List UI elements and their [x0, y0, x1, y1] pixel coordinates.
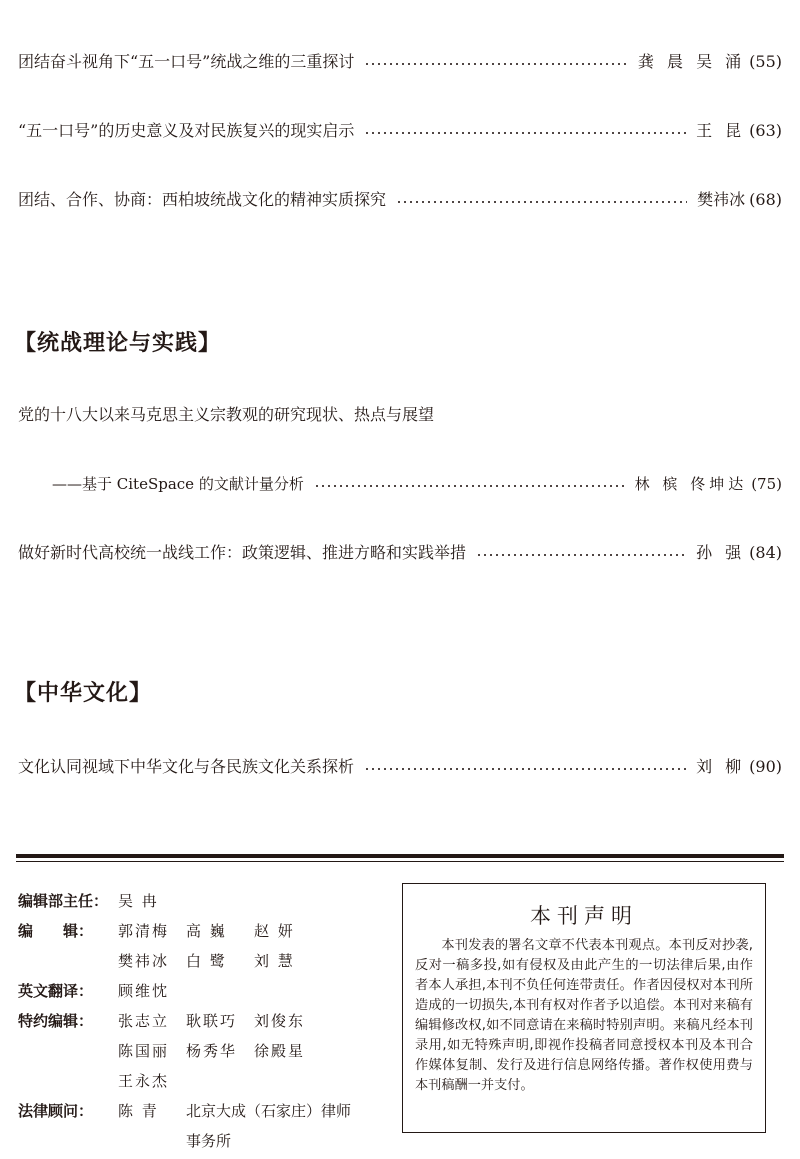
toc-author: 樊祎冰	[697, 190, 746, 209]
toc-page-number: (84)	[749, 543, 782, 562]
section-heading: 【统战理论与实践】	[14, 331, 222, 356]
staff-label: 英文翻译：	[18, 982, 94, 1000]
staff-names	[118, 976, 388, 1006]
toc-title: 党的十八大以来马克思主义宗教观的研究现状、热点与展望	[18, 405, 435, 424]
toc-subtitle: ——基于 CiteSpace 的文献计量分析	[52, 475, 304, 493]
toc-title: 团结、合作、协商：西柏坡统战文化的精神实质探究	[18, 190, 387, 209]
legal-firm: 北京大成（石家庄）律师	[186, 1102, 352, 1120]
staff-names	[118, 1096, 388, 1156]
staff-name: 高 巍	[186, 922, 227, 940]
staff-name: 郭清梅	[118, 922, 170, 940]
toc-entry[interactable]	[18, 186, 782, 214]
staff-name: 赵 妍	[254, 922, 295, 940]
toc-page-number: (90)	[749, 757, 782, 776]
toc-title: 文化认同视域下中华文化与各民族文化关系探析	[18, 757, 355, 776]
staff-label: 法律顾问：	[18, 1102, 94, 1120]
staff-row-special	[18, 1006, 388, 1096]
toc-title: 团结奋斗视角下“五一口号”统战之维的三重探讨	[18, 52, 355, 71]
leader-dots	[364, 132, 686, 134]
staff-names	[118, 916, 388, 976]
staff-name: 徐殿星	[254, 1042, 306, 1060]
toc-title: 做好新时代高校统一战线工作：政策逻辑、推进方略和实践举措	[18, 543, 467, 562]
staff-name: 陈 青	[118, 1102, 159, 1120]
statement-title: 本刊声明	[530, 904, 638, 928]
toc-author: 林 槟 佟坤达	[634, 475, 748, 493]
staff-row-translator	[18, 976, 388, 1006]
staff-names	[118, 1006, 388, 1096]
leader-dots	[396, 201, 687, 203]
toc-page-number: (75)	[751, 475, 782, 493]
staff-row-chief	[18, 886, 388, 916]
toc-entry[interactable]	[18, 117, 782, 145]
staff-name: 顾维忱	[118, 982, 170, 1000]
leader-dots	[364, 768, 686, 770]
staff-name: 白 鹭	[186, 952, 227, 970]
toc-entry[interactable]	[18, 753, 782, 781]
toc-entry[interactable]	[18, 48, 782, 76]
staff-name: 樊祎冰	[118, 952, 170, 970]
leader-dots	[476, 554, 686, 556]
spacer	[118, 1126, 186, 1156]
leader-dots	[364, 63, 628, 65]
staff-name: 吴 冉	[118, 892, 159, 910]
leader-dots	[314, 485, 625, 487]
section-heading: 【中华文化】	[14, 681, 153, 706]
staff-label: 编辑部主任：	[18, 892, 109, 910]
staff-list	[18, 886, 388, 1156]
toc-author: 龚 晨 吴 涌	[637, 52, 746, 71]
toc-title: “五一口号”的历史意义及对民族复兴的现实启示	[18, 121, 355, 140]
staff-name: 陈国丽	[118, 1042, 170, 1060]
staff-row-editors	[18, 916, 388, 976]
staff-name: 王永杰	[118, 1072, 170, 1090]
toc-entry-title-line[interactable]	[18, 401, 782, 429]
toc-author: 孙 强	[696, 543, 746, 562]
staff-names	[118, 886, 388, 916]
toc-entry[interactable]	[18, 539, 782, 567]
toc-page-number: (63)	[749, 121, 782, 140]
divider-thin	[16, 861, 784, 862]
staff-name: 杨秀华	[186, 1042, 238, 1060]
staff-label: 编 辑：	[18, 922, 94, 940]
toc-page-number: (68)	[749, 190, 782, 209]
staff-name: 张志立	[118, 1012, 170, 1030]
statement-body: 本刊发表的署名文章不代表本刊观点。本刊反对抄袭,反对一稿多投,如有侵权及由此产生的一切法律后果,由作者本人承担,本刊不负任何连带责任。作者因侵权对本刊所造成的一切损失,本刊有权对作者予以追偿。本刊对来稿有编辑修改权,如不同意请在来稿时特别声明。来稿凡经本刊录用,如无特殊声明,即视作投稿者同意授权本刊及本刊合作媒体复制、发行及进行信息网络传播。著作权使用费与本刊稿酬一并支付。	[415, 938, 753, 1093]
staff-name: 耿联巧	[186, 1012, 238, 1030]
toc-author: 刘 柳	[696, 757, 746, 776]
toc-entry-subtitle-line[interactable]	[52, 470, 782, 498]
legal-firm-continued: 事务所	[186, 1132, 232, 1150]
toc-page-number: (55)	[749, 52, 782, 71]
journal-statement-box	[402, 883, 766, 1133]
toc-author: 王 昆	[696, 121, 746, 140]
staff-name: 刘 慧	[254, 952, 295, 970]
staff-row-legal	[18, 1096, 388, 1156]
divider-thick	[16, 854, 784, 858]
staff-label: 特约编辑：	[18, 1012, 94, 1030]
staff-name: 刘俊东	[254, 1012, 306, 1030]
